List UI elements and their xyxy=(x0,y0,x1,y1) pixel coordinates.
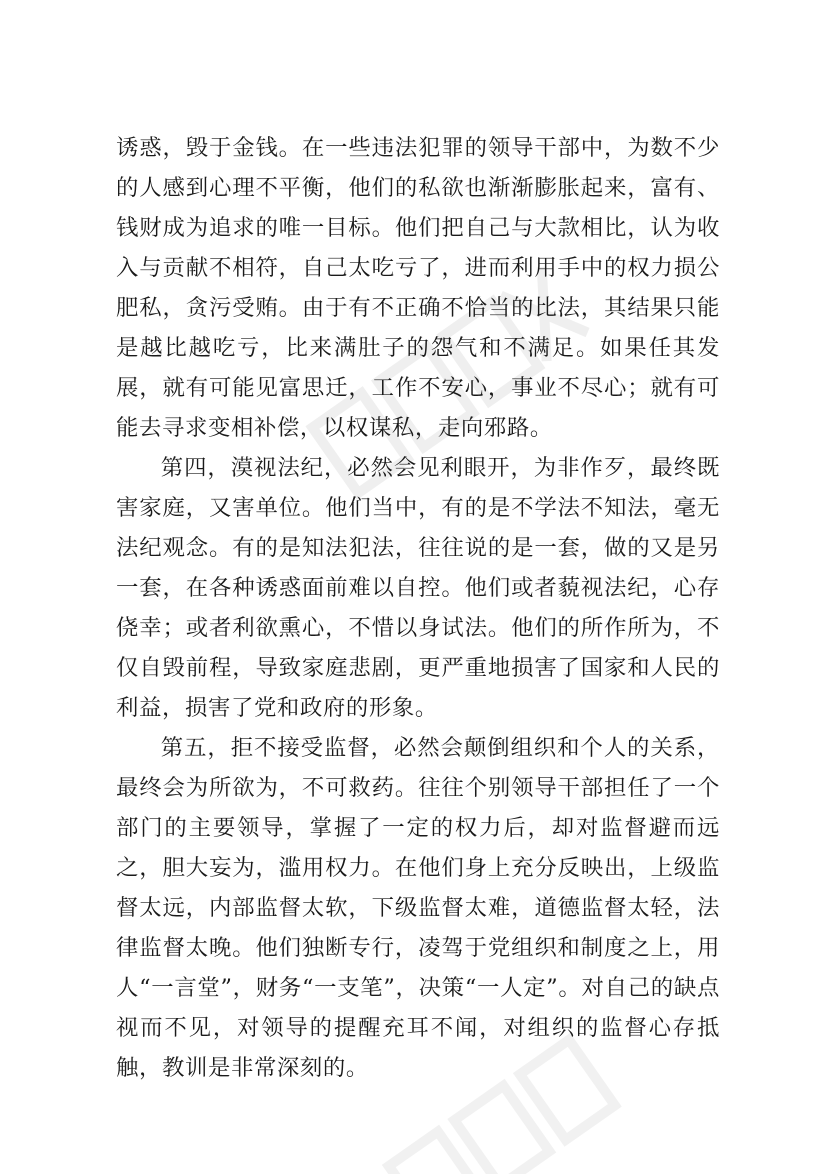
document-body xyxy=(116,128,720,1088)
paragraph-2: 第四，漠视法纪，必然会见利眼开，为非作歹，最终既害家庭，又害单位。他们当中，有的是不学法不知法，毫无法纪观念。有的是知法犯法，往往说的是一套，做的又是另一套，在各种诱惑面前难以自控。他们或者藐视法纪，心存侥幸；或者利欲熏心，不惜以身试法。他们的所作所为，不仅自毁前程，导致家庭悲剧，更严重地损害了国家和人民的利益，损害了党和政府的形象。 xyxy=(116,455,720,721)
paragraph-3: 第五，拒不接受监督，必然会颠倒组织和个人的关系，最终会为所欲为，不可救药。往往个别领导干部担任了一个部门的主要领导，掌握了一定的权力后，却对监督避而远之，胆大妄为，滥用权力。在他们身上充分反映出，上级监督太远，内部监督太软，下级监督太难，道德监督太轻，法律监督太晚。他们独断专行，凌驾于党组织和制度之上，用人“一言堂”，财务“一支笔”，决策“一人定”。对自己的缺点视而不见，对领导的提醒充耳不闻，对组织的监督心存抵触，教训是非常深刻的。 xyxy=(116,735,720,1081)
paragraph-1: 诱惑，毁于金钱。在一些违法犯罪的领导干部中，为数不少的人感到心理不平衡，他们的私欲也渐渐膨胀起来，富有、钱财成为追求的唯一目标。他们把自己与大款相比，认为收入与贡献不相符，自己太吃亏了，进而利用手中的权力损公肥私，贪污受贿。由于有不正确不恰当的比法，其结果只能是越比越吃亏，比来满肚子的怨气和不满足。如果任其发展，就有可能见富思迁，工作不安心，事业不尽心；就有可能去寻求变相补偿，以权谋私，走向邪路。 xyxy=(116,135,720,441)
